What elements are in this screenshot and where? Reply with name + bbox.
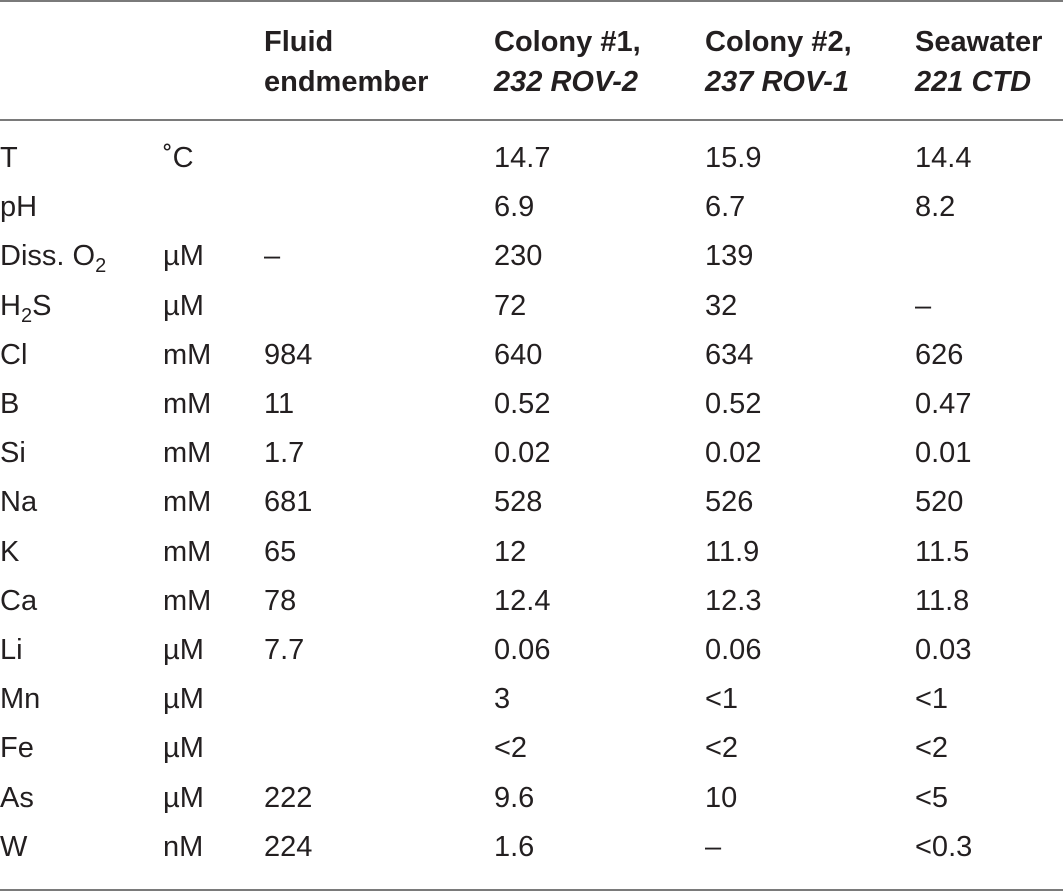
cell-colony2: 15.9 [705,142,762,174]
cell-unit: mM [163,338,212,371]
param-label: Mn [0,683,41,716]
cell-param [0,380,19,429]
cell-colony2: 12.3 [705,584,762,617]
cell-param [0,232,106,281]
cell-colony1: 9.6 [494,781,535,814]
cell-colony1: 12.4 [494,584,551,617]
cell-param [0,626,23,675]
table-row [0,183,1063,232]
cell-seawater: <2 [915,732,949,765]
cell-fluid: 1.7 [264,437,305,470]
table-row [0,478,1063,527]
cell-seawater: – [915,289,932,322]
cell-unit: µM [163,634,204,666]
cell-colony1: 12 [494,535,527,568]
cell-fluid: 11 [264,388,295,420]
cell-param [0,134,18,183]
cell-param [0,675,40,724]
cell-unit: mM [163,535,212,568]
cell-colony1: 640 [494,338,543,371]
cell-seawater: 11.5 [915,535,970,568]
header-colony-2 [705,22,852,102]
cell-fluid: – [264,240,281,273]
cell-colony2: 0.02 [705,437,762,470]
cell-fluid: 65 [264,535,297,568]
cell-param [0,724,34,773]
cell-param [0,774,34,823]
param-label: Ca [0,584,38,617]
cell-param [0,282,51,331]
cell-unit: µM [163,289,204,322]
param-label: As [0,781,34,814]
table-row [0,823,1063,872]
table-row [0,134,1063,183]
cell-fluid: 984 [264,338,313,371]
table-row [0,577,1063,626]
header-main: Seawater [915,26,1043,58]
param-label: T [0,142,18,174]
cell-param [0,331,27,380]
header-divider-rule [0,119,1063,121]
cell-seawater: 0.01 [915,437,972,470]
param-label: K [0,535,20,568]
header-sub: 237 ROV-1 [705,66,849,98]
cell-unit: µM [163,240,204,273]
cell-seawater: 520 [915,486,964,519]
cell-unit: mM [163,437,212,470]
cell-colony2: <2 [705,732,739,765]
cell-colony1: 6.9 [494,191,535,224]
cell-seawater: 14.4 [915,142,972,174]
header-sub: 221 CTD [915,66,1032,98]
cell-unit: ˚C [163,142,194,174]
cell-colony1: 230 [494,240,543,273]
table-bottom-rule [0,889,1063,891]
table-row [0,380,1063,429]
header-main: Colony #2, [705,26,852,58]
param-label: Cl [0,338,28,371]
header-main: Colony #1, [494,26,641,58]
cell-param [0,823,27,872]
cell-colony2: 139 [705,240,754,273]
cell-colony2: 0.06 [705,634,762,666]
cell-colony2: – [705,830,722,863]
param-label: B [0,388,20,420]
cell-colony1: <2 [494,732,528,765]
cell-unit: µM [163,683,204,716]
cell-colony1: 3 [494,683,511,716]
cell-unit: mM [163,584,212,617]
header-colony-1 [494,22,641,102]
cell-fluid: 222 [264,781,313,814]
cell-seawater: 8.2 [915,191,956,224]
cell-param [0,478,37,527]
table-row [0,429,1063,478]
cell-colony2: 634 [705,338,754,371]
cell-colony1: 14.7 [494,142,551,174]
param-label: Fe [0,732,34,765]
param-label-tail: S [32,289,52,322]
table-row [0,232,1063,281]
table-row [0,774,1063,823]
cell-colony1: 528 [494,486,543,519]
param-label: Diss. O [0,240,96,273]
param-label: Si [0,437,26,470]
cell-unit: mM [163,486,212,519]
header-fluid-endmember [264,22,428,102]
table-row [0,626,1063,675]
cell-param [0,577,37,626]
cell-colony1: 0.52 [494,388,551,420]
cell-unit: mM [163,388,212,420]
param-label: W [0,830,28,863]
param-label: pH [0,191,38,224]
cell-colony2: 11.9 [705,535,760,568]
table-row [0,675,1063,724]
cell-seawater: 0.03 [915,634,972,666]
table-row [0,528,1063,577]
cell-param [0,429,26,478]
cell-seawater: 626 [915,338,964,371]
cell-seawater: <1 [915,683,949,716]
cell-unit: nM [163,830,204,863]
cell-seawater: 0.47 [915,388,972,420]
cell-param [0,528,19,577]
cell-unit: µM [163,781,204,814]
cell-colony2: 32 [705,289,738,322]
table-row [0,724,1063,773]
cell-param [0,183,37,232]
cell-seawater: <0.3 [915,830,973,863]
cell-fluid: 681 [264,486,313,519]
cell-unit: µM [163,732,204,765]
cell-colony2: 526 [705,486,754,519]
cell-colony2: <1 [705,683,739,716]
cell-fluid: 7.7 [264,634,305,666]
cell-colony1: 72 [494,289,527,322]
cell-colony2: 6.7 [705,191,746,224]
cell-seawater: <5 [915,781,949,814]
param-subscript: 2 [20,304,33,327]
param-label: Na [0,486,38,519]
cell-seawater: 11.8 [915,584,970,617]
cell-colony1: 0.06 [494,634,551,666]
param-label: H [0,289,21,322]
table-row [0,331,1063,380]
table-top-rule [0,0,1063,2]
header-sub: 232 ROV-2 [494,66,638,98]
header-main: Fluid [264,26,334,58]
cell-colony2: 10 [705,781,738,814]
cell-colony1: 0.02 [494,437,551,470]
header-seawater [915,22,1042,102]
cell-fluid: 78 [264,584,297,617]
table-row [0,282,1063,331]
cell-fluid: 224 [264,830,313,863]
cell-colony1: 1.6 [494,830,535,863]
cell-colony2: 0.52 [705,388,762,420]
header-sub: endmember [264,66,429,98]
param-subscript: 2 [95,255,107,278]
param-label: Li [0,634,23,666]
